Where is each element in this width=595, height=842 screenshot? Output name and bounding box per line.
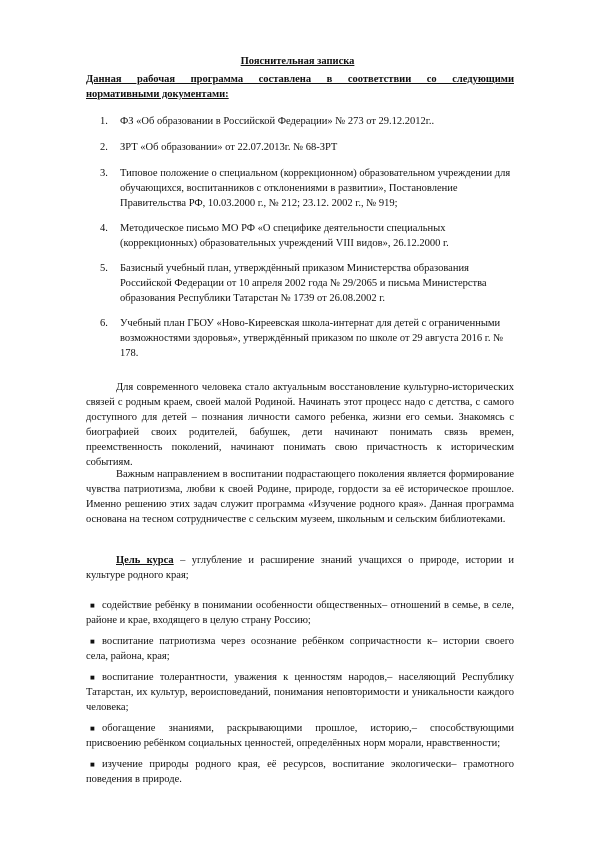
list-item-text: Учебный план ГБОУ «Ново-Киреевская школа-интернат для детей с ограниченными возможностями здоровья», утверждённый приказом по школе от 29 августа 2016 г. № 178. [120,318,504,359]
list-item-text: содействие ребёнку в понимании особенности общественных– отношений в семье, в селе, районе и крае, входящего в целую страну Россию; [86,600,514,626]
list-item-number: 5. [100,263,108,274]
bullet-icon: ■ [90,601,95,610]
course-aim [86,553,514,583]
list-item [86,598,514,628]
list-item-number: 4. [100,223,108,234]
list-item [86,140,516,155]
list-item-text: ФЗ «Об образовании в Российской Федерации» № 273 от 29.12.2012г.. [120,116,435,127]
list-item-text: Методическое письмо МО РФ «О специфике деятельности специальных (коррекционных) образовательных учреждений VIII видов», 26.12.2000 г. [120,223,449,249]
list-item [86,261,516,306]
list-item [86,114,516,129]
normative-documents-list [86,114,516,361]
intro-line-2: нормативными документами: [86,89,229,100]
list-item [86,634,514,664]
list-item-text: ЗРТ «Об образовании» от 22.07.2013г. № 68-ЗРТ [120,142,338,153]
intro-line-1: Данная рабочая программа составлена в соответствии со следующими [86,74,514,85]
list-item [86,670,514,715]
list-item [86,757,514,787]
list-item [86,721,514,751]
bullet-icon: ■ [90,724,95,733]
list-item-text: изучение природы родного края, её ресурсов, воспитание экологически– грамотного поведения в природе. [86,759,514,785]
objectives-list [86,598,514,793]
intro-statement [86,72,514,102]
course-aim-label: Цель курса [116,555,174,566]
paragraph-2: Важным направлением в воспитании подрастающего поколения является формирование чувства патриотизма, любви к своей Родине, природе, гордости за её историческое прошлое. Именно решению этих задач служит программа «Изучение родного края». Данная программа основана на тесном сотрудничестве с сельским музеем, школьным и сельским библиотеками. [86,469,514,525]
list-item [86,166,516,211]
bullet-icon: ■ [90,760,95,769]
paragraph-1: Для современного человека стало актуальным восстановление культурно-исторических связей с родным краем, своей малой Родиной. Начинать этот процесс надо с детства, с самого доступного для детей – познания личности самого ребенка, жизни его семьи. Знакомясь с биографией своих родителей, бабушек, дети начинают понимать связь времен, преемственность поколений, начинают понимать свою причастность к историческим событиям. [86,382,514,468]
list-item-text: Типовое положение о специальном (коррекционном) образовательном учреждении для обучающихся, воспитанников с отклонениями в развитии», Постановление Правительства РФ, 10.03.2000 г., № 212; 23.12. 2002 г., № 919; [120,168,511,209]
bullet-icon: ■ [90,637,95,646]
list-item [86,316,516,361]
list-item-number: 2. [100,142,108,153]
document-title: Пояснительная записка [240,56,355,67]
list-item-text: обогащение знаниями, раскрывающими прошлое, историю,– способствующими присвоению ребёнком социальных ценностей, определённых норм морали, нравственности; [86,723,514,749]
list-item [86,221,516,251]
list-item-text: Базисный учебный план, утверждённый приказом Министерства образования Российской Федерации от 10 апреля 2002 года № 29/2065 и письма Министерства образования Республики Татарстан № 1739 от 26.08.2002 г. [120,263,487,304]
bullet-icon: ■ [90,673,95,682]
list-item-number: 3. [100,168,108,179]
course-aim-text: – углубление и расширение знаний учащихся о природе, истории и культуре родного края; [86,555,514,581]
list-item-number: 6. [100,318,108,329]
list-item-number: 1. [100,116,108,127]
list-item-text: воспитание патриотизма через осознание ребёнком сопричастности к– истории своего села, района, края; [86,636,514,662]
list-item-text: воспитание толерантности, уважения к ценностям народов,– населяющий Республику Татарстан, их культур, вероисповеданий, понимания неповторимости и уникальности каждого человека; [86,672,514,713]
